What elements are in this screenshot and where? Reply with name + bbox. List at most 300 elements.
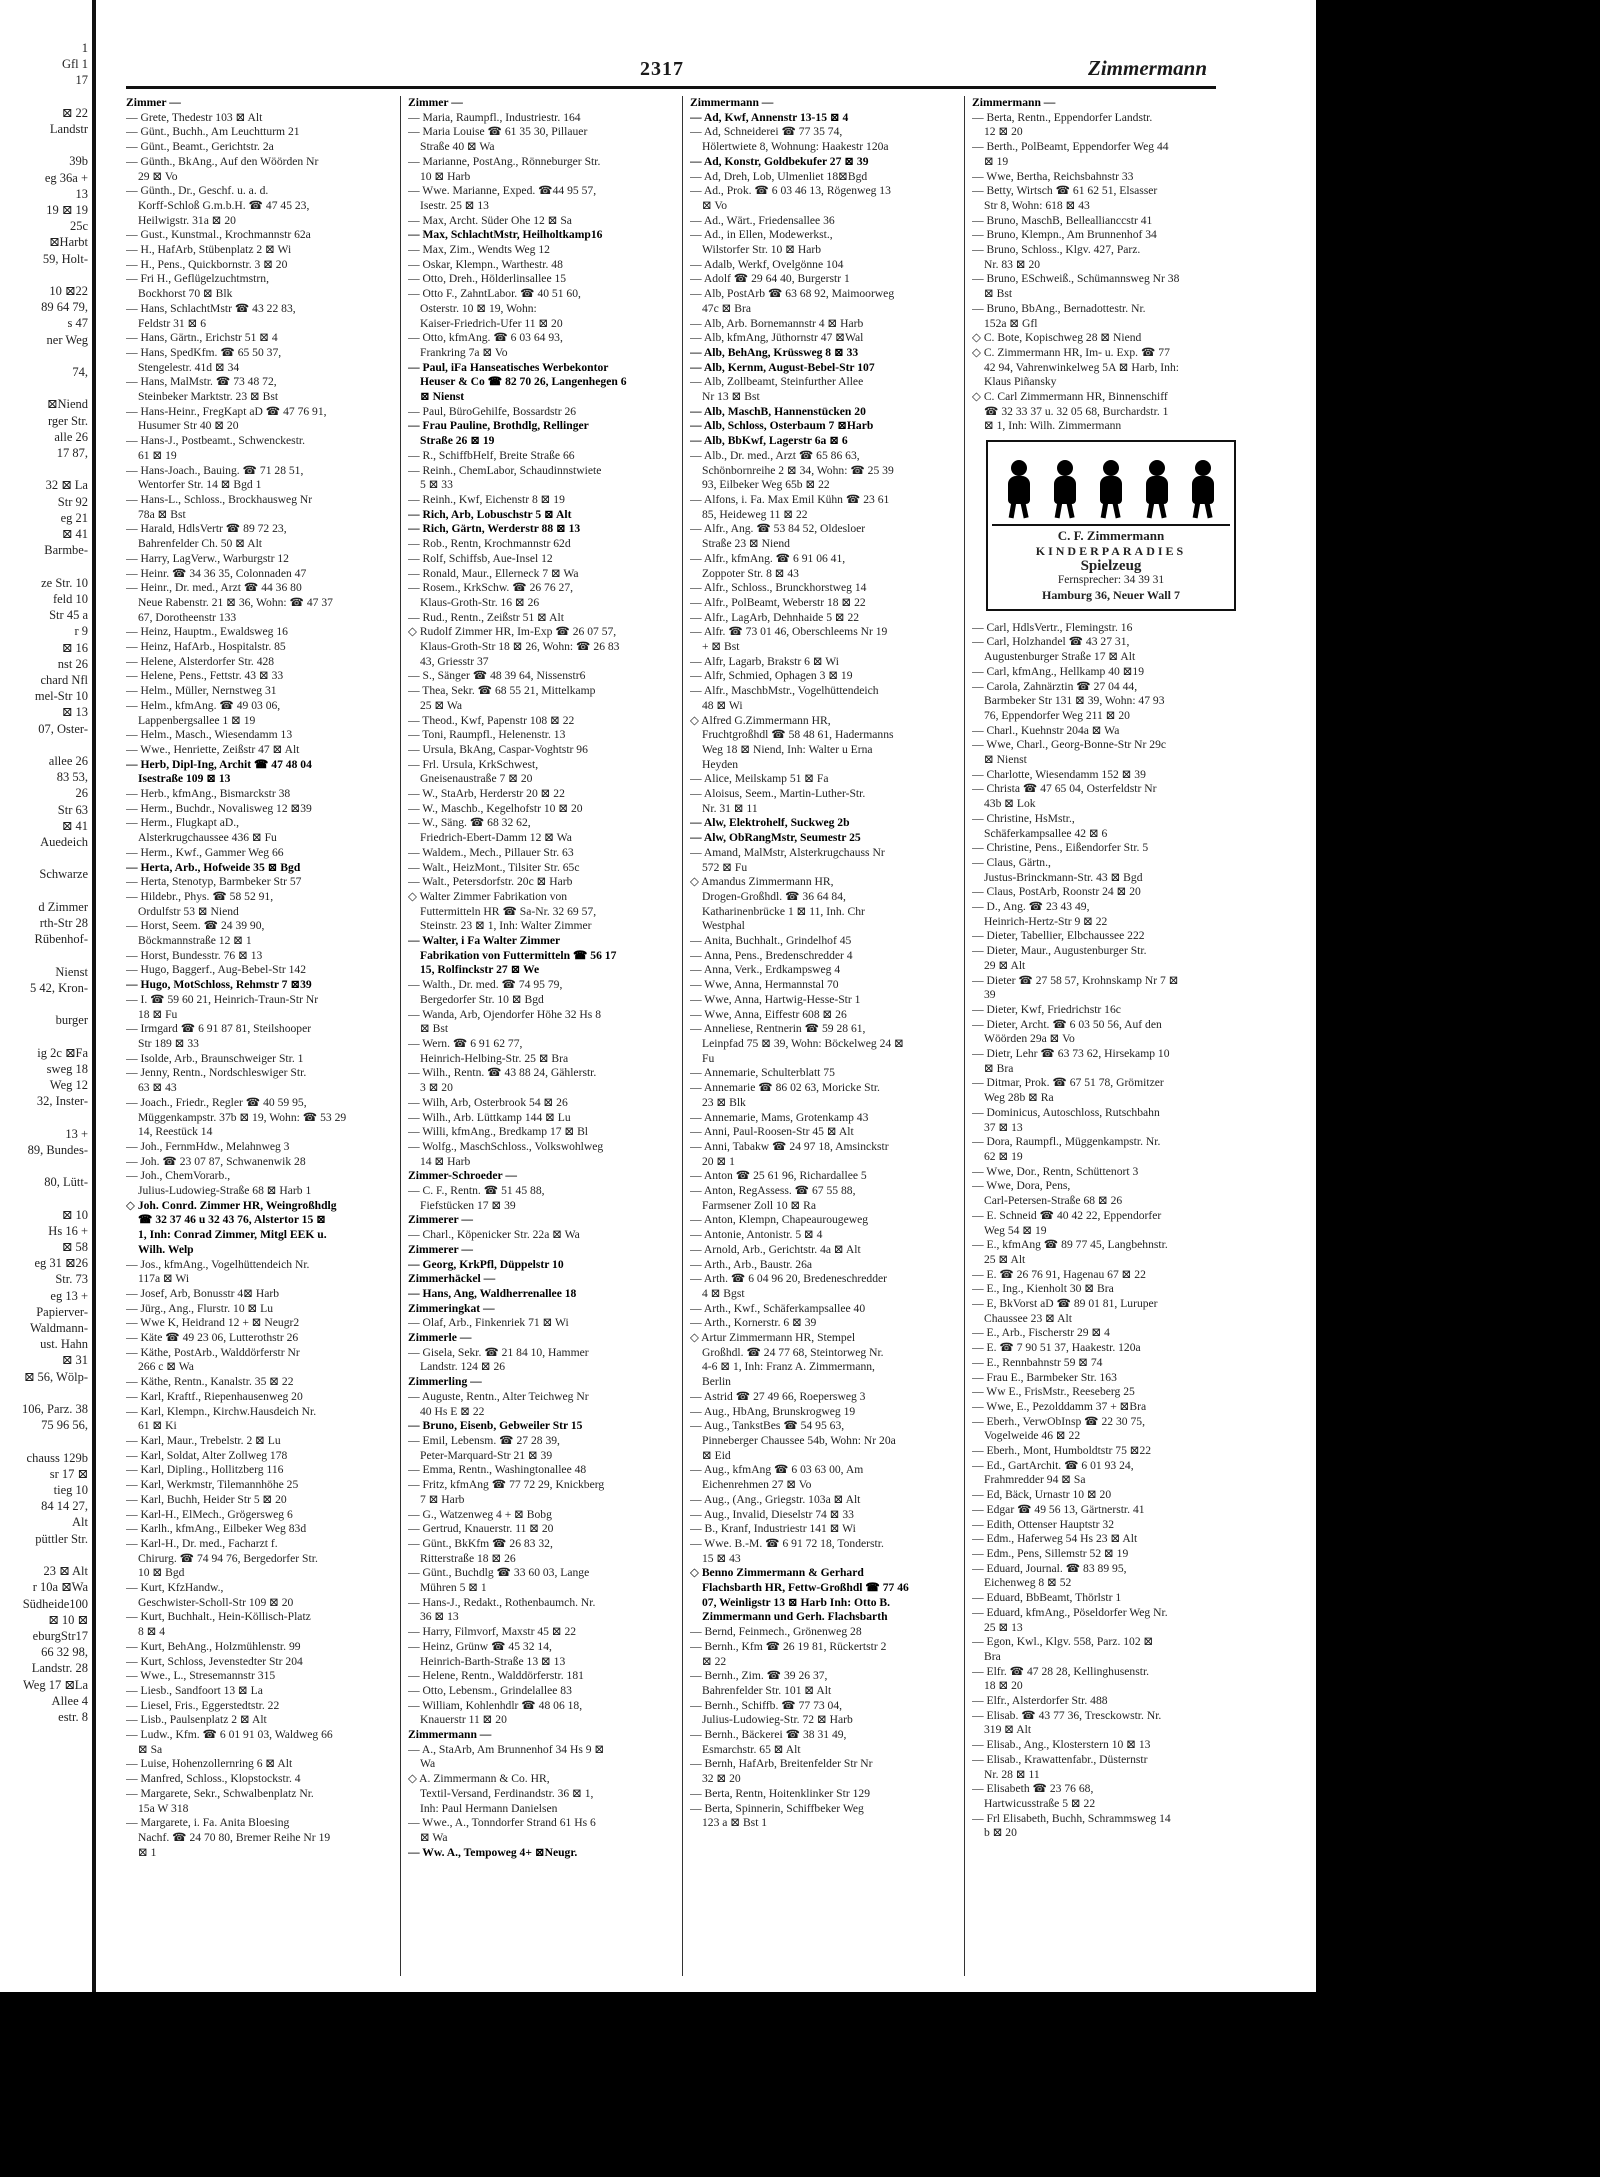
- prev-page-fragment: [0, 1158, 88, 1174]
- directory-entry: — E, BkVorst aD ☎ 89 01 81, Luruper Chaussee 23 ⊠ Alt: [972, 1297, 1158, 1325]
- directory-entry: — Käte ☎ 49 23 06, Lutterothstr 26: [126, 1331, 299, 1345]
- directory-entry: — Alb, Kernm, August-Bebel-Str 107: [690, 360, 875, 374]
- prev-page-fragment: ust. Hahn: [40, 1337, 88, 1352]
- directory-entry: — Joh. ☎ 23 07 87, Schwanenwik 28: [126, 1154, 306, 1168]
- directory-entry: — Karl-H., Dr. med., Facharzt f. Chirurg. ☎ 74 94 76, Bergedorfer Str. 10 ⊠ Bgd: [126, 1536, 318, 1580]
- directory-entry: — E., Rennbahnstr 59 ⊠ 74: [972, 1355, 1103, 1369]
- directory-entry: — Frau E., Barmbeker Str. 163: [972, 1370, 1117, 1384]
- directory-entry: — Bruno, BbAng., Bernadottestr. Nr. 152a ⊠ Gfl: [972, 301, 1146, 330]
- directory-entry: — W., Maschb., Kegelhofstr 10 ⊠ 20: [408, 801, 583, 815]
- directory-entry: — Joh., FernmHdw., Melahnweg 3: [126, 1139, 290, 1153]
- directory-entry: — Manfred, Schloss., Klopstockstr. 4: [126, 1772, 301, 1786]
- directory-entry: — Hans, Gärtn., Erichstr 51 ⊠ 4: [126, 331, 278, 345]
- directory-entry: — W., Säng. ☎ 68 32 62, Friedrich-Ebert-Damm 12 ⊠ Wa: [408, 816, 572, 845]
- directory-entry: — Berta, Spinnerin, Schiffbeker Weg 123 a ⊠ Bst 1: [690, 1801, 864, 1830]
- directory-entry: — Alfr, Lagarb, Brakstr 6 ⊠ Wi: [690, 654, 839, 668]
- directory-entry: — Heinr., Dr. med., Arzt ☎ 44 36 80 Neue Rabenstr. 21 ⊠ 36, Wohn: ☎ 47 37 67, Dorotheenstr 133: [126, 581, 333, 624]
- prev-page-fragment: burger: [55, 1013, 88, 1028]
- directory-entry: — Wwe K, Heidrand 12 + ⊠ Neugr2: [126, 1316, 300, 1330]
- surname-heading: Zimmermann —: [408, 1728, 492, 1742]
- prev-page-fragment: 26: [75, 786, 88, 801]
- directory-entry: — Anneliese, Rentnerin ☎ 59 28 61, Leinpfad 75 ⊠ 39, Wohn: Böckelweg 24 ⊠ Fu: [690, 1022, 904, 1065]
- directory-entry: — Alb, BehAng, Krüssweg 8 ⊠ 33: [690, 345, 859, 359]
- directory-entry: — Otto, Dreh., Hölderlinsallee 15: [408, 272, 567, 286]
- directory-entry: — Karl, Klempn., Kirchw.Hausdeich Nr. 61 ⊠ Ki: [126, 1404, 317, 1433]
- scan-border-right: [1316, 0, 1600, 2177]
- surname-heading: Zimmeringkat —: [408, 1301, 495, 1315]
- directory-entry: — Ed, Bäck, Urnastr 10 ⊠ 20: [972, 1488, 1112, 1502]
- directory-entry: — Frl. Ursula, KrkSchwest, Gneisenaustraße 7 ⊠ 20: [408, 757, 539, 786]
- directory-entry: — Wilh., Arb. Lüttkamp 144 ⊠ Lu: [408, 1110, 571, 1124]
- directory-entry: — Karlh., kfmAng., Eilbeker Weg 83d: [126, 1522, 307, 1536]
- directory-entry: — Aug., (Ang., Griegstr. 103a ⊠ Alt: [690, 1492, 861, 1506]
- directory-entry: — D., Ang. ☎ 23 43 49, Heinrich-Hertz-Str 9 ⊠ 22: [972, 900, 1108, 928]
- directory-entry: — Willi, kfmAng., Bredkamp 17 ⊠ Bl: [408, 1125, 589, 1139]
- prev-page-fragment: 19 ⊠ 19: [46, 203, 88, 218]
- directory-entry: — Dora, Raumpfl., Müggenkampstr. Nr. 62 ⊠ 19: [972, 1135, 1161, 1163]
- directory-entry: — Arnold, Arb., Gerichtstr. 4a ⊠ Alt: [690, 1242, 861, 1256]
- directory-entry: — Jenny, Rentn., Nordschleswiger Str. 63 ⊠ 43: [126, 1066, 307, 1095]
- prev-page-fragment: [0, 1433, 88, 1449]
- directory-entry: — Arth., Kwf., Schäferkampsallee 40: [690, 1301, 866, 1315]
- prev-page-fragment: 32, Inster-: [36, 1094, 88, 1109]
- column-divider: [964, 96, 965, 1976]
- directory-entry: — Alfr., MaschbMstr., Vogelhüttendeich 48 ⊠ Wi: [690, 684, 879, 712]
- directory-entry: — Helm., Müller, Nernstweg 31: [126, 684, 277, 698]
- directory-entry: — Herb, Dipl-Ing, Archit ☎ 47 48 04 Isestraße 109 ⊠ 13: [126, 757, 312, 786]
- directory-entry: — Bruno, MaschB, Belleallianccstr 41: [972, 213, 1153, 227]
- directory-entry: — Hildebr., Phys. ☎ 58 52 91, Ordulfstr 53 ⊠ Niend: [126, 889, 274, 918]
- directory-entry: — Walth., Dr. med. ☎ 74 95 79, Bergedorfer Str. 10 ⊠ Bgd: [408, 978, 563, 1006]
- surname-heading: Zimmermann —: [690, 96, 774, 109]
- directory-entry: — C. F., Rentn. ☎ 51 45 88, Fiefstücken 17 ⊠ 39: [408, 1184, 545, 1212]
- directory-entry: — Bernh., Kfm ☎ 26 19 81, Rückertstr 2 ⊠ 22: [690, 1639, 887, 1668]
- directory-entry: — Olaf, Arb., Finkenriek 71 ⊠ Wi: [408, 1316, 569, 1330]
- directory-entry: — Karl, Buchh, Heider Str 5 ⊠ 20: [126, 1492, 287, 1506]
- prev-page-fragment: feld 10: [52, 591, 88, 606]
- directory-entry: — Anita, Buchhalt., Grindelhof 45: [690, 934, 852, 948]
- directory-entry: — Wolfg., MaschSchloss., Volkswohlweg 14 ⊠ Harb: [408, 1139, 604, 1168]
- directory-entry: — Liesb., Sandfoort 13 ⊠ La: [126, 1683, 263, 1697]
- prev-page-fragment: ⊠Niend: [46, 397, 88, 412]
- prev-page-fragment: ⊠ 22: [61, 105, 88, 120]
- directory-entry: — Alb, PostArb ☎ 63 68 92, Maimoorweg 47c ⊠ Bra: [690, 287, 895, 315]
- directory-entry: — Edgar ☎ 49 56 13, Gärtnerstr. 41: [972, 1502, 1145, 1516]
- directory-entry: — Wwe. B.-M. ☎ 6 91 72 18, Tonderstr. 15 ⊠ 43: [690, 1536, 884, 1565]
- directory-entry: — Bernh., Bäckerei ☎ 38 31 49, Esmarchstr. 65 ⊠ Alt: [690, 1728, 847, 1756]
- directory-entry: — Wern. ☎ 6 91 62 77, Heinrich-Helbing-Str. 25 ⊠ Bra: [408, 1037, 569, 1065]
- directory-entry: — Herm., Buchdr., Novalisweg 12 ⊠39: [126, 801, 312, 815]
- prev-page-fragment: 106, Parz. 38: [22, 1402, 88, 1417]
- directory-entry: — Hans-J., Redakt., Rothenbaumch. Nr. 36 ⊠ 13: [408, 1595, 596, 1624]
- directory-entry: — Fri H., Geflügelzuchtmstrn, Bockhorst 70 ⊠ Blk: [126, 272, 269, 301]
- directory-entry: — Ursula, BkAng, Caspar-Voghtstr 96: [408, 742, 588, 756]
- column-divider: [400, 96, 401, 1976]
- prev-page-fragment: [0, 1547, 88, 1563]
- figure-icon: [1096, 460, 1126, 520]
- prev-page-fragment: 89, Bundes-: [27, 1142, 88, 1157]
- directory-entry: — Otto F., ZahntLabor. ☎ 40 51 60, Osterstr. 10 ⊠ 19, Wohn: Kaiser-Friedrich-Ufer 11 ⊠ 20: [408, 287, 581, 330]
- directory-entry: — Dieter, Kwf, Friedrichstr 16c: [972, 1002, 1121, 1016]
- directory-entry: — Christa ☎ 47 65 04, Osterfeldstr Nr 43b ⊠ Lok: [972, 782, 1157, 811]
- prev-page-fragment: Nienst: [55, 964, 88, 979]
- prev-page-fragment: [0, 1190, 88, 1206]
- directory-entry: — E., Ing., Kienholt 30 ⊠ Bra: [972, 1282, 1114, 1296]
- prev-page-fragment: 13: [75, 186, 88, 201]
- directory-entry: — Wwe, Anna, Eiffestr 608 ⊠ 26: [690, 1007, 847, 1021]
- directory-entry: — B., Kranf, Industriestr 141 ⊠ Wi: [690, 1522, 856, 1536]
- prev-page-fragment: 10 ⊠22: [49, 284, 88, 299]
- directory-entry: — Eberh., Mont, Humboldtstr 75 ⊠22: [972, 1444, 1152, 1458]
- directory-entry: ◇ C. Bote, Kopischweg 28 ⊠ Niend: [972, 331, 1142, 345]
- prev-page-fragment: 59, Holt-: [42, 251, 88, 266]
- directory-entry: — Dominicus, Autoschloss, Rutschbahn 37 ⊠ 13: [972, 1105, 1160, 1134]
- directory-entry: — S., Sänger ☎ 48 39 64, Nissenstr6: [408, 669, 586, 683]
- prev-page-fragment: 74,: [72, 365, 88, 380]
- directory-entry: — Günth., Dr., Geschf. u. a. d. Korff-Schloß G.m.b.H. ☎ 47 45 23, Heilwigstr. 31a ⊠ 20: [126, 184, 310, 227]
- directory-entry: — Rich, Gärtn, Werderstr 88 ⊠ 13: [408, 522, 581, 536]
- directory-entry: — Eduard, kfmAng., Pöseldorfer Weg Nr. 25 ⊠ 13: [972, 1605, 1168, 1634]
- directory-entry: — Harry, Filmvorf, Maxstr 45 ⊠ 22: [408, 1625, 577, 1639]
- surname-heading: Zimmerer —: [408, 1213, 473, 1227]
- directory-entry: — Günt., Buchdlg ☎ 33 60 03, Lange Mühren 5 ⊠ 1: [408, 1566, 590, 1595]
- directory-entry: — Ditmar, Prok. ☎ 67 51 78, Grömitzer Weg 28b ⊠ Ra: [972, 1076, 1164, 1105]
- directory-entry: — Margarete, Sekr., Schwalbenplatz Nr. 15a W 318: [126, 1786, 314, 1815]
- directory-entry: — Karl, Maur., Trebelstr. 2 ⊠ Lu: [126, 1433, 281, 1447]
- directory-entry: — Carl, HdlsVertr., Flemingstr. 16: [972, 620, 1133, 634]
- prev-page-fragment: [0, 883, 88, 899]
- prev-page-fragment: 84 14 27,: [41, 1499, 88, 1514]
- surname-heading: Zimmerle —: [408, 1331, 472, 1345]
- surname-heading: Zimmer —: [408, 96, 463, 109]
- directory-entry: — Alb, MaschB, Hannenstücken 20: [690, 404, 866, 418]
- directory-entry: ◇ C. Carl Zimmermann HR, Binnenschiff ☎ 32 33 37 u. 32 05 68, Burchardstr. 1 ⊠ 1, Inh: Wilh. Zimmermann: [972, 390, 1169, 433]
- directory-entry: — Kurt, BehAng., Holzmühlenstr. 99: [126, 1639, 301, 1653]
- prev-page-fragment: 75 96 56,: [41, 1418, 88, 1433]
- directory-entry: — E. Schneid ☎ 40 42 22, Eppendorfer Weg 54 ⊠ 19: [972, 1208, 1162, 1237]
- directory-entry: — Charl., Kuehnstr 204a ⊠ Wa: [972, 723, 1120, 737]
- directory-entry: — Fritz, kfmAng ☎ 77 72 29, Knickberg 7 ⊠ Harb: [408, 1478, 605, 1506]
- directory-entry: — Anton, Klempn, Chapeaurougeweg: [690, 1213, 869, 1227]
- directory-entry: — Toni, Raumpfl., Helenenstr. 13: [408, 728, 566, 742]
- prev-page-fragment: nst 26: [57, 656, 88, 671]
- directory-entry: — Käthe, PostArb., Walddörferstr Nr 266 c ⊠ Wa: [126, 1345, 300, 1374]
- directory-entry: — Christine, HsMstr., Schäferkampsallee 42 ⊠ 6: [972, 811, 1108, 840]
- directory-entry: — Wwe, Bertha, Reichsbahnstr 33: [972, 169, 1134, 183]
- directory-entry: — Bruno, Schloss., Klgv. 427, Parz. Nr. 83 ⊠ 20: [972, 243, 1141, 271]
- directory-entry: — William, Kohlenhdlr ☎ 48 06 18, Knauerstr 11 ⊠ 20: [408, 1698, 583, 1727]
- prev-page-fragment: Barmbe-: [44, 543, 88, 558]
- prev-page-fragment: [0, 559, 88, 575]
- directory-entry: — Heinz, Grünw ☎ 45 32 14, Heinrich-Barth-Straße 13 ⊠ 13: [408, 1639, 566, 1668]
- directory-entry: — Bernh., Zim. ☎ 39 26 37, Bahrenfelder Str. 101 ⊠ Alt: [690, 1669, 832, 1697]
- directory-entry: ◇ Artur Zimmermann HR, Stempel Großhdl. ☎ 24 77 68, Steintorweg Nr. 4-6 ⊠ 1, Inh: Franz A. Zimmermann, Berlin: [690, 1331, 884, 1389]
- prev-page-fragment: 83 53,: [56, 770, 88, 785]
- prev-page-fragment: 07, Oster-: [38, 721, 88, 736]
- prev-page-fragment: [0, 850, 88, 866]
- directory-entry: — Alw, ObRangMstr, Seumestr 25: [690, 831, 861, 845]
- prev-page-fragment: chauss 129b: [26, 1450, 88, 1465]
- directory-entry: — Wwe., A., Tonndorfer Strand 61 Hs 6 ⊠ Wa: [408, 1816, 596, 1844]
- prev-page-fragment: Weg 17 ⊠La: [22, 1677, 88, 1692]
- ad-phone: Fernsprecher: 34 39 31: [1057, 574, 1165, 587]
- directory-entry: — Bernd, Feinmech., Grönenweg 28: [690, 1625, 862, 1639]
- directory-entry: — Dieter, Archt. ☎ 6 03 50 56, Auf den Wöörden 29a ⊠ Vo: [972, 1017, 1162, 1046]
- directory-entry: — Elfr., Alsterdorfer Str. 488: [972, 1694, 1108, 1708]
- prev-page-fragment: s 47: [67, 316, 88, 331]
- directory-entry: ◇ Rudolf Zimmer HR, Im-Exp ☎ 26 07 57, Klaus-Groth-Str 18 ⊠ 26, Wohn: ☎ 26 83 43, Griesstr 37: [408, 625, 620, 668]
- surname-heading: Zimmerhäckel —: [408, 1272, 496, 1286]
- directory-entry: — Alfons, i. Fa. Max Emil Kühn ☎ 23 61 85, Heideweg 11 ⊠ 22: [690, 492, 890, 521]
- directory-entry: — Luise, Hohenzollernring 6 ⊠ Alt: [126, 1757, 293, 1771]
- directory-entry: — Betty, Wirtsch ☎ 61 62 51, Elsasser Str 8, Wohn: 618 ⊠ 43: [972, 184, 1158, 212]
- directory-entry: — Ww E., FrisMstr., Reeseberg 25: [972, 1385, 1135, 1399]
- directory-entry: — Rolf, Schiffsb, Aue-Insel 12: [408, 551, 553, 565]
- directory-entry: ◇ Walter Zimmer Fabrikation von Futtermitteln HR ☎ Sa-Nr. 32 69 57, Steinstr. 23 ⊠ 1, Inh: Walter Zimmer: [408, 889, 597, 933]
- directory-entry: — Berta, Rentn., Eppendorfer Landstr. 12 ⊠ 20: [972, 110, 1153, 139]
- directory-entry: — Wwe. Marianne, Exped. ☎44 95 57, Isestr. 25 ⊠ 13: [408, 184, 597, 212]
- directory-entry: — Herb., kfmAng., Bismarckstr 38: [126, 787, 291, 801]
- prev-page-fragment: 13 +: [65, 1126, 88, 1141]
- figure-icon: [1004, 460, 1034, 520]
- prev-page-fragment: Weg 12: [49, 1078, 88, 1092]
- directory-entry: — Rob., Rentn, Krochmannstr 62d: [408, 537, 571, 551]
- running-header: Zimmermann: [1088, 56, 1208, 80]
- directory-entry: — Antonie, Antonistr. 5 ⊠ 4: [690, 1228, 823, 1242]
- directory-entry: — Annemarie, Schulterblatt 75: [690, 1066, 835, 1080]
- directory-entry: — Anna, Pens., Bredenschredder 4: [690, 948, 853, 962]
- prev-page-fragment: estr. 8: [58, 1709, 88, 1724]
- directory-entry: — Helm., kfmAng. ☎ 49 03 06, Lappenbergsallee 1 ⊠ 19: [126, 698, 281, 727]
- directory-entry: — Ad., Prok. ☎ 6 03 46 13, Rögenweg 13 ⊠ Vo: [690, 184, 891, 212]
- directory-entry: — Alfr., PolBeamt, Weberstr 18 ⊠ 22: [690, 595, 866, 609]
- directory-entry: — Gertrud, Knauerstr. 11 ⊠ 20: [408, 1522, 554, 1536]
- directory-entry: — Dieter ☎ 27 58 57, Krohnskamp Nr 7 ⊠ 39: [972, 973, 1179, 1002]
- directory-entry: — Eberh., VerwObInsp ☎ 22 30 75, Vogelweide 46 ⊠ 22: [972, 1414, 1145, 1443]
- prev-page-fragment: Allee 4: [51, 1693, 88, 1708]
- directory-entry: — Hans, Ang, Waldherrenallee 18: [408, 1286, 577, 1300]
- prev-page-fragment: [0, 1028, 88, 1044]
- directory-entry: — Berth., PolBeamt, Eppendorfer Weg 44 ⊠ 19: [972, 140, 1169, 168]
- prev-page-fragment: sweg 18: [46, 1061, 88, 1076]
- directory-entry: — Maria Louise ☎ 61 35 30, Pillauer Straße 40 ⊠ Wa: [408, 125, 588, 154]
- directory-entry: — Harald, HdlsVertr ☎ 89 72 23, Bahrenfelder Ch. 50 ⊠ Alt: [126, 522, 287, 551]
- directory-entry: — Alfr. ☎ 73 01 46, Oberschleems Nr 19 + ⊠ Bst: [690, 625, 888, 654]
- directory-entry: — G., Watzenweg 4 + ⊠ Bobg: [408, 1507, 552, 1521]
- directory-entry: — Alfr., LagArb, Dehnhaide 5 ⊠ 22: [690, 610, 860, 624]
- directory-entry: — Karl, Werkmstr, Tilemannhöhe 25: [126, 1478, 299, 1492]
- figure-icon: [1142, 460, 1172, 520]
- directory-entry: — Helene, Pens., Fettstr. 43 ⊠ 33: [126, 669, 284, 683]
- directory-entry: — Isolde, Arb., Braunschweiger Str. 1: [126, 1051, 304, 1065]
- directory-entry: — Karl, Soldat, Alter Zollweg 178: [126, 1448, 288, 1462]
- directory-entry: — Ludw., Kfm. ☎ 6 01 91 03, Waldweg 66 ⊠ Sa: [126, 1728, 333, 1756]
- prev-page-fragment: 23 ⊠ Alt: [43, 1564, 88, 1579]
- directory-entry: — Kurt, Buchhalt., Hein-Köllisch-Platz 8 ⊠ 4: [126, 1610, 311, 1639]
- prev-page-fragment: ⊠ 10 ⊠: [48, 1612, 88, 1627]
- directory-entry: — Karl, Kraftf., Riepenhausenweg 20: [126, 1389, 303, 1403]
- directory-entry: — Reinh., ChemLabor, Schaudinnstwiete 5 ⊠ 33: [408, 463, 602, 492]
- prev-page-fragment: Schwarze: [39, 867, 88, 882]
- prev-page-fragment: 32 ⊠ La: [45, 478, 88, 493]
- directory-entry: — Ad., in Ellen, Modewerkst., Wilstorfer Str. 10 ⊠ Harb: [690, 228, 833, 257]
- directory-entry: — Otto, kfmAng. ☎ 6 03 64 93, Frankring 7a ⊠ Vo: [408, 331, 563, 359]
- directory-column-4: [972, 96, 1238, 1976]
- prev-page-fragment: [0, 947, 88, 963]
- directory-entry: — Wwe, Charl., Georg-Bonne-Str Nr 29c ⊠ Nienst: [972, 738, 1167, 767]
- directory-entry: — Horst, Seem. ☎ 24 39 90, Böckmannstraße 12 ⊠ 1: [126, 919, 265, 948]
- directory-entry: — Frl Elisabeth, Buchh, Schrammsweg 14 b ⊠ 20: [972, 1811, 1171, 1840]
- surname-heading: Zimmer-Schroeder —: [408, 1169, 517, 1183]
- directory-entry: — Aloisus, Seem., Martin-Luther-Str. Nr. 31 ⊠ 11: [690, 787, 866, 815]
- directory-entry: — Hans-Joach., Bauing. ☎ 71 28 51, Wentorfer Str. 14 ⊠ Bgd 1: [126, 463, 304, 492]
- directory-entry: — Margarete, i. Fa. Anita Bloesing Nachf. ☎ 24 70 80, Bremer Reihe Nr 19 ⊠ 1: [126, 1816, 331, 1859]
- prev-page-fragment: [0, 380, 88, 396]
- directory-entry: — Alb, kfmAng, Jüthornstr 47 ⊠Wal: [690, 331, 864, 345]
- directory-entry: — Max, Zim., Wendts Weg 12: [408, 243, 550, 257]
- prev-page-fragment: eg 36a +: [44, 170, 88, 185]
- directory-entry: — Alfr., Schloss., Brunckhorstweg 14: [690, 581, 867, 595]
- directory-entry: — Wilh, Arb, Osterbrook 54 ⊠ 26: [408, 1095, 568, 1109]
- directory-entry: — Dieter, Tabellier, Elbchaussee 222: [972, 929, 1145, 943]
- directory-entry: — Charl., Köpenicker Str. 22a ⊠ Wa: [408, 1228, 580, 1242]
- directory-entry: — Grete, Thedestr 103 ⊠ Alt: [126, 110, 263, 124]
- directory-entry: — Paul, BüroGehilfe, Bossardstr 26: [408, 404, 577, 418]
- directory-entry: — Wwe, Dora, Pens, Carl-Petersen-Straße 68 ⊠ 26: [972, 1179, 1123, 1208]
- directory-entry: — Frau Pauline, Brothdlg, Rellinger Straße 26 ⊠ 19: [408, 419, 589, 448]
- figure-icon: [1050, 460, 1080, 520]
- dancing-figures-illustration: [988, 446, 1234, 520]
- directory-entry: — Elisab. ☎ 43 77 36, Tresckowstr. Nr. 319 ⊠ Alt: [972, 1708, 1162, 1737]
- directory-entry: — Bernh, HafArb, Breitenfelder Str Nr 32 ⊠ 20: [690, 1757, 873, 1786]
- directory-entry: ◇ Joh. Conrd. Zimmer HR, Weingroßhdlg ☎ 32 37 46 u 32 43 76, Alstertor 15 ⊠ 1, Inh: Conrad Zimmer, Mitgl EEK u. Wilh. Welp: [126, 1198, 337, 1256]
- directory-entry: — Hans, SpedKfm. ☎ 65 50 37, Stengelestr. 41d ⊠ 34: [126, 345, 282, 374]
- directory-entry: — Herta, Stenotyp, Barmbeker Str 57: [126, 875, 302, 889]
- directory-column-3: [690, 96, 956, 1976]
- prev-page-fragment: ig 2c ⊠Fa: [37, 1045, 88, 1060]
- directory-entry: — Carl, kfmAng., Hellkamp 40 ⊠19: [972, 664, 1145, 678]
- directory-entry: — Alfr., Ang. ☎ 53 84 52, Oldesloer Straße 23 ⊠ Niend: [690, 522, 866, 551]
- prev-page-fragment: [0, 1385, 88, 1401]
- directory-entry: — Arth. ☎ 6 04 96 20, Bredeneschredder 4 ⊠ Bgst: [690, 1272, 887, 1300]
- directory-entry: — Bruno, ESchweiß., Schümannsweg Nr 38 ⊠ Bst: [972, 272, 1180, 301]
- directory-entry: — Claus, PostArb, Roonstr 24 ⊠ 20: [972, 885, 1141, 899]
- prev-page-fragment: [0, 348, 88, 364]
- directory-entry: — Harry, LagVerw., Warburgstr 12: [126, 551, 289, 565]
- prev-page-fragment: eg 31 ⊠26: [34, 1256, 88, 1271]
- directory-entry: — Anna, Verk., Erdkampsweg 4: [690, 963, 841, 977]
- directory-entry: — Max, SchlachtMstr, Heilholtkamp16: [408, 228, 603, 242]
- prev-page-fragment: alle 26: [54, 429, 88, 444]
- directory-entry: — Alw, Elektrohelf, Suckweg 2b: [690, 816, 850, 830]
- directory-entry: — Edith, Ottenser Hauptstr 32: [972, 1517, 1115, 1531]
- directory-entry: — Wwe, Dor., Rentn, Schüttenort 3: [972, 1164, 1139, 1178]
- directory-entry: — Arth., Kornerstr. 6 ⊠ 39: [690, 1316, 817, 1330]
- prev-page-fragment: püttler Str.: [35, 1531, 88, 1546]
- directory-entry: — Jos., kfmAng., Vogelhüttendeich Nr. 117a ⊠ Wi: [126, 1257, 310, 1286]
- directory-entry: — Alfr, Schmied, Ophagen 3 ⊠ 19: [690, 669, 853, 683]
- directory-entry: — E., kfmAng ☎ 89 77 45, Langbehnstr. 25 ⊠ Alt: [972, 1238, 1168, 1266]
- directory-entry: — Adolf ☎ 29 64 40, Burgerstr 1: [690, 272, 850, 286]
- directory-entry: — Hans-L., Schloss., Brockhausweg Nr 78a ⊠ Bst: [126, 492, 313, 521]
- directory-entry: — Georg, KrkPfl, Düppelstr 10: [408, 1257, 564, 1271]
- directory-entry: — Waldem., Mech., Pillauer Str. 63: [408, 845, 574, 859]
- prev-page-fragment: Waldmann-: [29, 1321, 88, 1336]
- prev-page-fragment: 89 64 79,: [41, 300, 88, 315]
- prev-page-fragment: [0, 267, 88, 283]
- directory-entry: — Alice, Meilskamp 51 ⊠ Fa: [690, 772, 829, 786]
- directory-entry: — Otto, Lebensm., Grindelallee 83: [408, 1683, 572, 1697]
- directory-entry: — Adalb, Werkf, Ovelgönne 104: [690, 257, 844, 271]
- directory-entry: — Karl, Dipling., Hollitzberg 116: [126, 1463, 284, 1477]
- directory-entry: — Hans-J., Postbeamt., Schwenckestr. 61 ⊠ 19: [126, 434, 306, 462]
- directory-column-2: [408, 96, 674, 1976]
- prev-page-fragment: 25c: [69, 219, 88, 234]
- directory-entry: — Helene, Alsterdorfer Str. 428: [126, 654, 275, 668]
- directory-entry: — Rud., Rentn., Zeißstr 51 ⊠ Alt: [408, 610, 564, 624]
- directory-entry: — Jürg., Ang., Flurstr. 10 ⊠ Lu: [126, 1301, 274, 1315]
- directory-entry: — Herm., Kwf., Gammer Weg 66: [126, 845, 284, 859]
- directory-entry: — Elisabeth ☎ 23 76 68, Hartwicusstraße 5 ⊠ 22: [972, 1782, 1096, 1810]
- directory-entry: — Wwe., L., Stresemannstr 315: [126, 1669, 276, 1683]
- directory-entry: — Aug., HbAng, Brunskrogweg 19: [690, 1404, 856, 1418]
- directory-entry: — Carola, Zahnärztin ☎ 27 04 44, Barmbeker Str 131 ⊠ 39, Wohn: 47 93 76, Eppendorfer Weg 211 ⊠ 20: [972, 679, 1165, 722]
- directory-entry: — Rich, Arb, Lobuschstr 5 ⊠ Alt: [408, 507, 572, 521]
- directory-entry: — Ad, Schneiderei ☎ 77 35 74, Hölertwiete 8, Wohnung: Haakestr 120a: [690, 125, 889, 154]
- prev-page-fragment: 66 32 98,: [41, 1645, 88, 1660]
- prev-page-fragment: Auedeich: [40, 834, 88, 849]
- surname-heading: Zimmer —: [126, 96, 181, 109]
- directory-entry: — Ed., GartArchit. ☎ 6 01 93 24, Frahmredder 94 ⊠ Sa: [972, 1458, 1134, 1487]
- directory-entry: — Wwe, E., Pezolddamm 37 + ⊠Bra: [972, 1399, 1147, 1413]
- ad-address: Hamburg 36, Neuer Wall 7: [1042, 587, 1180, 602]
- directory-entry: — Ad, Dreh, Lob, Ulmenliet 18⊠Bgd: [690, 169, 868, 183]
- prev-page-fragment: ⊠ 41: [61, 527, 88, 542]
- prev-page-fragment: 1: [81, 41, 88, 55]
- directory-entry: — Emil, Lebensm. ☎ 27 28 39, Peter-Marquard-Str 21 ⊠ 39: [408, 1433, 560, 1462]
- prev-page-fragment: [0, 737, 88, 753]
- directory-entry: — Hugo, Baggerf., Aug-Bebel-Str 142: [126, 963, 306, 977]
- directory-entry: — Horst, Bundesstr. 76 ⊠ 13: [126, 948, 263, 962]
- prev-page-fragment: r 10a ⊠Wa: [32, 1580, 88, 1595]
- column-divider: [682, 96, 683, 1976]
- directory-entry: — Alb, Zollbeamt, Steinfurther Allee Nr 13 ⊠ Bst: [690, 375, 864, 404]
- prev-page-fragment: Hs 16 +: [48, 1223, 88, 1238]
- directory-entry: — Heinz, HafArb., Hospitalstr. 85: [126, 640, 286, 654]
- directory-entry: — Helm., Masch., Wiesendamm 13: [126, 728, 293, 742]
- directory-entry: — Rosem., KrkSchw. ☎ 26 76 27, Klaus-Groth-Str. 16 ⊠ 26: [408, 581, 574, 609]
- prev-page-fragment: Gfl 1: [61, 57, 88, 72]
- prev-page-fragment: ⊠Harbt: [49, 235, 88, 250]
- directory-entry: — Hans-Heinr., FregKapt aD ☎ 47 76 91, Husumer Str 40 ⊠ 20: [126, 404, 327, 433]
- prev-page-fragment: ⊠ 41: [61, 818, 88, 833]
- directory-entry: — Aug., Invalid, Dieselstr 74 ⊠ 33: [690, 1507, 854, 1521]
- prev-page-fragment: Papierver-: [36, 1304, 88, 1319]
- directory-entry: — Wilh., Rentn. ☎ 43 88 24, Gählerstr. 3 ⊠ 20: [408, 1066, 597, 1095]
- directory-entry: — E., Arb., Fischerstr 29 ⊠ 4: [972, 1326, 1110, 1340]
- directory-entry: — Alb, BbKwf, Lagerstr 6a ⊠ 6: [690, 434, 848, 448]
- prev-page-fragment: 5 42, Kron-: [30, 980, 88, 995]
- directory-entry: — Astrid ☎ 27 49 66, Roepersweg 3: [690, 1389, 866, 1403]
- ad-company-name: C. F. Zimmermann: [1057, 528, 1165, 544]
- prev-page-fragment: [0, 461, 88, 477]
- directory-entry: — Helene, Rentn., Walddörferstr. 181: [408, 1669, 584, 1683]
- prev-page-fragment: [0, 89, 88, 105]
- directory-entry: — Charlotte, Wiesendamm 152 ⊠ 39: [972, 767, 1146, 781]
- directory-entry: — Elisab., Ang., Klosterstern 10 ⊠ 13: [972, 1738, 1151, 1752]
- directory-entry: — Hans, SchlachtMstr ☎ 43 22 83, Feldstr 31 ⊠ 6: [126, 301, 296, 330]
- directory-entry: — Dieter, Maur., Augustenburger Str. 29 ⊠ Alt: [972, 944, 1147, 972]
